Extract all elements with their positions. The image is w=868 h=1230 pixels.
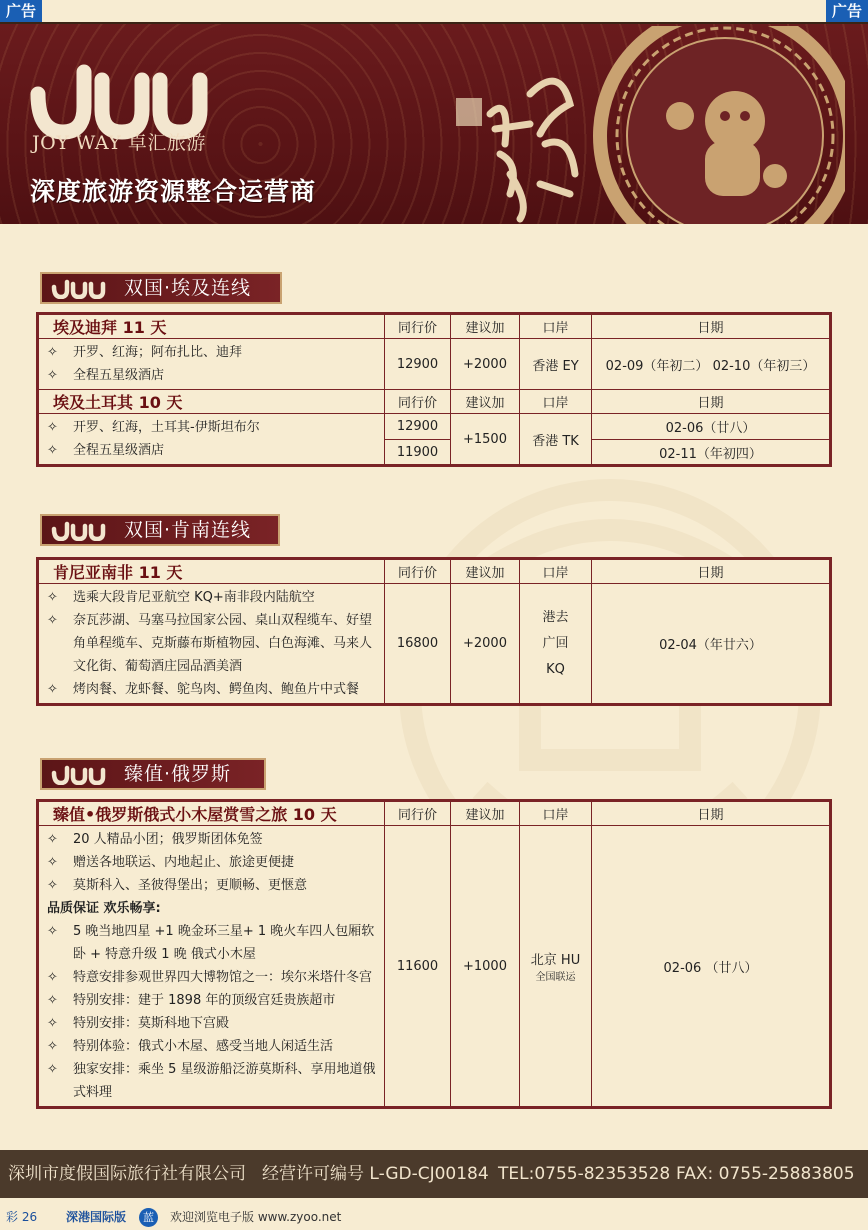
list-item: ✧ 特意安排参观世界四大博物馆之一：埃尔米塔什冬宫 <box>47 970 373 985</box>
feature-list <box>38 414 385 466</box>
feature-list <box>38 826 385 1108</box>
col-header-suggest: 建议加 <box>451 801 520 826</box>
col-header-date: 日期 <box>592 314 831 339</box>
suggest-cell: +2000 <box>451 584 520 705</box>
col-header-suggest: 建议加 <box>451 559 520 584</box>
edition-badge: 蓝 <box>139 1208 158 1227</box>
table-row <box>38 826 831 1108</box>
col-header-port: 口岸 <box>520 559 592 584</box>
suggest-cell: +1500 <box>451 414 520 466</box>
table-row <box>38 414 831 440</box>
ad-label-left: 广告 <box>0 0 42 22</box>
port-cell: 香港 EY <box>520 339 592 390</box>
price-cell: 11900 <box>385 440 451 466</box>
list-item: ✧ 选乘大段肯尼亚航空 KQ+南非段内陆航空 <box>47 590 315 605</box>
header-banner <box>0 24 868 224</box>
col-header-date: 日期 <box>592 559 831 584</box>
price-cell: 11600 <box>385 826 451 1108</box>
col-header-price: 同行价 <box>385 801 451 826</box>
list-item: ✧ 5 晚当地四星 +1 晚金环三星+ 1 晚火车四人包厢软 <box>47 924 375 939</box>
list-item: ✧ 独家安排：乘坐 5 星级游船泛游莫斯科、享用地道俄 <box>47 1062 376 1077</box>
section-header-egypt <box>40 272 282 304</box>
port-cell <box>520 584 592 705</box>
fax: FAX: 0755-25883805 <box>676 1164 855 1184</box>
telephone: TEL:0755-82353528 <box>498 1164 671 1184</box>
calligraphy-art <box>450 54 600 224</box>
section-logo-icon <box>50 521 112 541</box>
section-logo-icon <box>50 279 112 299</box>
table-row <box>38 584 831 705</box>
slogan: 深度旅游资源整合运营商 <box>30 177 317 206</box>
col-header-date: 日期 <box>592 801 831 826</box>
tour-table-egypt <box>36 312 832 467</box>
edition-name: 深港国际版 <box>66 1210 127 1224</box>
section-header-kenya <box>40 514 280 546</box>
col-header-suggest: 建议加 <box>451 314 520 339</box>
list-subheading: 品质保证 欢乐畅享: <box>47 901 161 916</box>
company-name: 深圳市度假国际旅行社有限公司 <box>8 1164 246 1184</box>
list-item: ✧ 奈瓦莎湖、马塞马拉国家公园、桌山双程缆车、好望 <box>47 613 373 628</box>
col-header-port: 口岸 <box>520 801 592 826</box>
date-cell: 02-04（年廿六） <box>592 584 831 705</box>
list-item: ✧ 开罗、红海，土耳其-伊斯坦布尔 <box>47 420 260 435</box>
tour-table-russia <box>36 799 832 1109</box>
price-cell: 16800 <box>385 584 451 705</box>
tour-name: 臻值•俄罗斯俄式小木屋赏雪之旅 10 天 <box>38 801 385 826</box>
port-cell <box>520 826 592 1108</box>
tour-table-kenya <box>36 557 832 706</box>
port-line: KQ <box>546 661 565 677</box>
list-item: ✧ 开罗、红海；阿布扎比、迪拜 <box>47 345 243 360</box>
list-item: ✧ 特别安排：建于 1898 年的顶级宫廷贵族超市 <box>47 993 336 1008</box>
col-header-price: 同行价 <box>385 390 451 414</box>
tour-name: 埃及土耳其 10 天 <box>38 390 385 414</box>
date-cell: 02-06（廿八） <box>592 414 831 440</box>
tour-name: 埃及迪拜 11 天 <box>38 314 385 339</box>
port-line: 北京 HU <box>530 953 581 968</box>
date-cell: 02-09（年初二） 02-10（年初三） <box>592 339 831 390</box>
suggest-cell: +1000 <box>451 826 520 1108</box>
table-row <box>38 339 831 390</box>
col-header-price: 同行价 <box>385 314 451 339</box>
page-number: 彩 26 <box>6 1210 38 1224</box>
welcome-link[interactable]: 欢迎浏览电子版 www.zyoo.net <box>170 1210 342 1224</box>
license-number: 经营许可编号 L-GD-CJ00184 <box>262 1164 489 1184</box>
list-item: ✧ 全程五星级酒店 <box>47 368 165 383</box>
col-header-port: 口岸 <box>520 390 592 414</box>
table-header-row <box>38 801 831 826</box>
list-item: ✧ 20 人精品小团；俄罗斯团体免签 <box>47 832 263 847</box>
col-header-price: 同行价 <box>385 559 451 584</box>
list-item: ✧ 特别安排：莫斯科地下宫殿 <box>47 1016 230 1031</box>
table-header-row <box>38 314 831 339</box>
section-title: 双国·埃及连线 <box>124 277 252 299</box>
section-header-russia <box>40 758 266 790</box>
date-cell: 02-11（年初四） <box>592 440 831 466</box>
port-cell: 香港 TK <box>520 414 592 466</box>
price-cell: 12900 <box>385 414 451 440</box>
list-item: ✧ 烤肉餐、龙虾餐、鸵鸟肉、鳄鱼肉、鲍鱼片中式餐 <box>47 682 360 697</box>
port-note: 全国联运 <box>535 972 576 983</box>
ad-label-right: 广告 <box>826 0 868 22</box>
list-item: ✧ 特别体验：俄式小木屋、感受当地人闲适生活 <box>47 1039 334 1054</box>
feature-list <box>38 339 385 390</box>
section-logo-icon <box>50 765 112 785</box>
list-item: ✧ 莫斯科入、圣彼得堡出；更顺畅、更惬意 <box>47 878 308 893</box>
col-header-date: 日期 <box>592 390 831 414</box>
page-footer <box>0 1204 868 1230</box>
list-item: ✧ 赠送各地联运、内地起止、旅途更便捷 <box>47 855 295 870</box>
brand-name: JOY WAY 卓汇旅游 <box>32 132 206 154</box>
table-header-row <box>38 390 831 414</box>
list-item: ✧ 全程五星级酒店 <box>47 443 165 458</box>
col-header-suggest: 建议加 <box>451 390 520 414</box>
list-item: 卧 + 特意升级 1 晚 俄式小木屋 <box>73 947 256 962</box>
footer-bar <box>0 1150 868 1198</box>
date-cell: 02-06 （廿八） <box>592 826 831 1108</box>
port-line: 港去 <box>542 609 569 625</box>
price-cell: 12900 <box>385 339 451 390</box>
tour-name: 肯尼亚南非 11 天 <box>38 559 385 584</box>
col-header-port: 口岸 <box>520 314 592 339</box>
feature-list <box>38 584 385 705</box>
monkey-medallion <box>585 26 845 224</box>
table-header-row <box>38 559 831 584</box>
section-title: 双国·肯南连线 <box>124 519 252 541</box>
list-item: 角单程缆车、克斯藤布斯植物园、白色海滩、马来人 <box>73 636 373 651</box>
list-item: 式料理 <box>73 1085 113 1100</box>
port-line: 广回 <box>542 635 569 651</box>
section-title: 臻值·俄罗斯 <box>124 763 232 785</box>
suggest-cell: +2000 <box>451 339 520 390</box>
list-item: 文化街、葡萄酒庄园品酒美酒 <box>73 659 243 674</box>
